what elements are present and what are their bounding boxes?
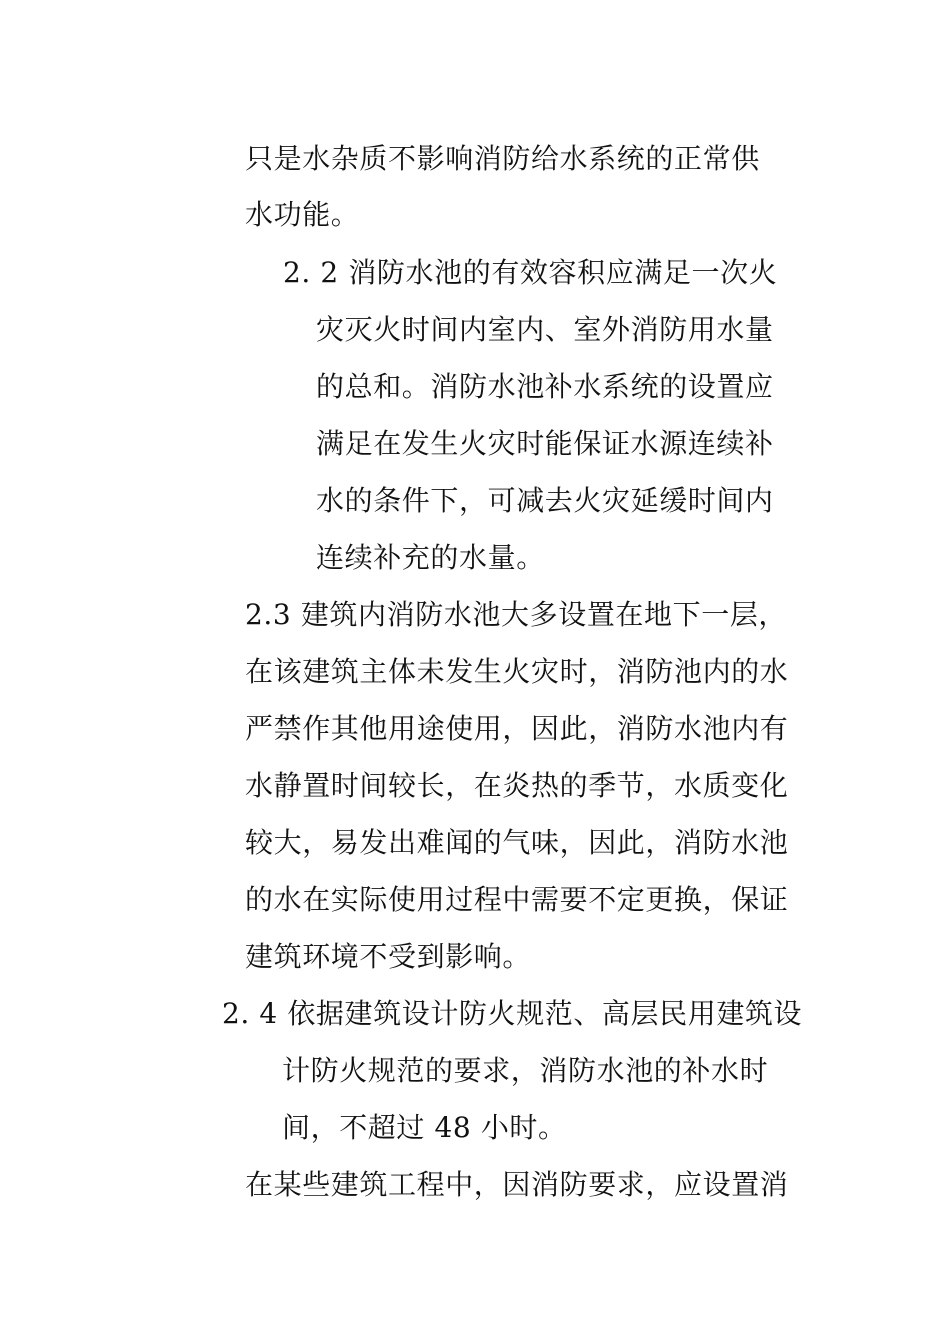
text-line-13: 较大，易发出难闻的气味，因此，消防水池 [245, 826, 789, 859]
section-2-4-heading-line: 2. 4 依据建筑设计防火规范、高层民用建筑设 [222, 997, 803, 1030]
section-2-3-heading-line: 2.3 建筑内消防水池大多设置在地下一层， [245, 598, 788, 631]
text-line-6: 满足在发生火灾时能保证水源连续补 [316, 427, 774, 460]
text-line-2: 水功能。 [245, 198, 360, 231]
text-line-18: 间，不超过 48 小时。 [282, 1111, 567, 1144]
text-line-15: 建筑环境不受到影响。 [245, 940, 532, 973]
text-line-12: 水静置时间较长，在炎热的季节，水质变化 [245, 769, 789, 802]
text-line-14: 的水在实际使用过程中需要不定更换，保证 [245, 883, 789, 916]
text-line-11: 严禁作其他用途使用，因此，消防水池内有 [245, 712, 789, 745]
text-line-10: 在该建筑主体未发生火灾时，消防池内的水 [245, 655, 789, 688]
text-line-8: 连续补充的水量。 [316, 541, 545, 574]
section-2-2-heading-line: 2. 2 消防水池的有效容积应满足一次火 [283, 256, 778, 289]
text-line-4: 灾灭火时间内室内、室外消防用水量 [316, 313, 774, 346]
text-line-7: 水的条件下，可减去火灾延缓时间内 [316, 484, 774, 517]
text-line-19: 在某些建筑工程中，因消防要求，应设置消 [245, 1168, 789, 1201]
text-line-1: 只是水杂质不影响消防给水系统的正常供 [245, 142, 760, 175]
text-line-17: 计防火规范的要求，消防水池的补水时 [282, 1054, 769, 1087]
text-line-5: 的总和。消防水池补水系统的设置应 [316, 370, 774, 403]
